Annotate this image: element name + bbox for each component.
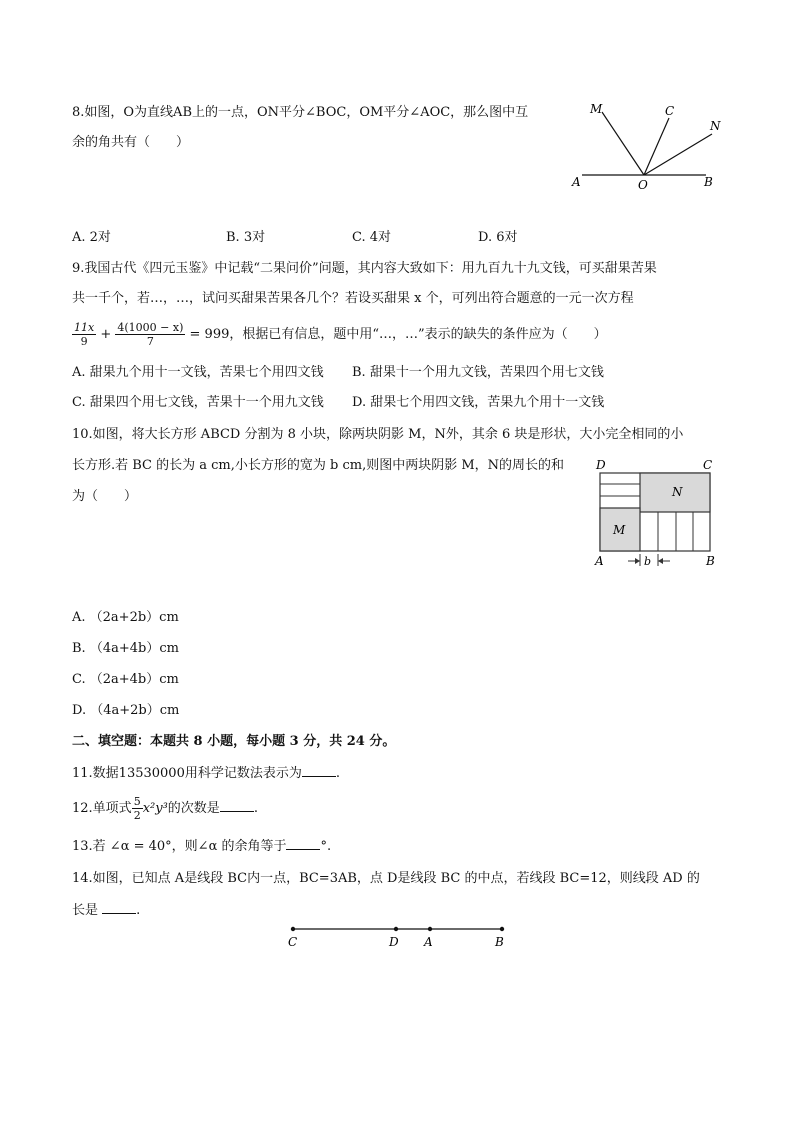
q8-ray-om: [602, 112, 644, 175]
section2-prefix: 二、填空题：: [72, 734, 151, 749]
q14-point-d: [394, 927, 398, 931]
q12-frac-num: 5: [133, 795, 141, 808]
q13-pre: 13.若 ∠α = 40°，则∠α 的余角等于: [72, 839, 287, 854]
q8-label-o: O: [638, 178, 648, 192]
q12-pre: 12.单项式: [72, 801, 132, 816]
q12-line: [72, 794, 258, 824]
q8-option-a: A. 2对: [72, 230, 111, 245]
q9-option-a: A. 甜果九个用十一文钱，苦果七个用四文钱: [72, 365, 324, 380]
q9-equation-line: [72, 320, 607, 350]
q10-label-b-point: B: [706, 554, 715, 568]
q8-ray-oc: [644, 118, 669, 175]
q10-label-d: D: [596, 458, 606, 472]
q9-fraction-1: [72, 321, 96, 348]
q13-answer-blank[interactable]: [286, 837, 320, 850]
q11-line: [72, 764, 340, 783]
q14-label-c: C: [288, 935, 298, 949]
q9-line2: 共一千个，若…，…，试问买甜果苦果各几个？若设买甜果 x 个，可列出符合题意的一元一次方程: [72, 291, 634, 306]
q9-frac2-den: 7: [146, 335, 154, 348]
q9-frac2-num: 4(1000 − x): [117, 321, 184, 334]
q8-line2: 余的角共有（ ）: [72, 135, 190, 150]
q10-arrowhead-left: [635, 558, 640, 564]
q9-rhs: = 999: [189, 327, 230, 342]
q14-end: .: [136, 903, 141, 918]
q11-text: 11.数据13530000用科学记数法表示为: [72, 766, 302, 781]
q9-line3-tail: ，根据已有信息，题中用“…，…”表示的缺失的条件应为（ ）: [229, 327, 607, 342]
q10-line3: 为（ ）: [72, 489, 138, 504]
q13-end: °.: [320, 839, 332, 854]
q10-option-a: A. （2a+2b）cm: [72, 610, 179, 625]
q9-plus: +: [100, 327, 112, 342]
q14-label-a: A: [424, 935, 433, 949]
q8-label-c: C: [665, 104, 675, 118]
q14-line1: 14.如图，已知点 A是线段 BC内一点，BC=3AB，点 D是线段 BC 的中点，若线段 BC=12，则线段 AD 的: [72, 871, 700, 886]
q12-post: 的次数是: [167, 801, 220, 816]
q10-option-b: B. （4a+4b）cm: [72, 641, 179, 656]
q10-label-a: A: [595, 554, 604, 568]
q8-label-b: B: [704, 175, 713, 189]
q9-fraction-2: [115, 321, 185, 348]
q10-rectangle-figure: [590, 456, 730, 572]
q8-label-n: N: [710, 119, 721, 133]
q13-line: [72, 837, 331, 856]
q8-angle-figure: [568, 98, 728, 194]
q8-label-a: A: [572, 175, 581, 189]
q14-point-a: [428, 927, 432, 931]
q10-arrowhead-right: [658, 558, 663, 564]
q9-option-d: D. 甜果七个用四文钱，苦果九个用十一文钱: [352, 395, 605, 410]
section2-text: 本题共 8 小题，每小题 3 分，共 24 分。: [150, 734, 396, 749]
q9-line1: 9.我国古代《四元玉鉴》中记载“二果问价”问题，其内容大致如下：用九百九十九文钱，可买甜果苦果: [72, 261, 657, 276]
q11-answer-blank[interactable]: [302, 764, 336, 777]
q14-label-b: B: [495, 935, 504, 949]
q14-label-d: D: [389, 935, 399, 949]
q14-line2-text: 长是: [72, 903, 99, 918]
q10-option-d: D. （4a+2b）cm: [72, 703, 180, 718]
q9-frac1-num: 11x: [74, 321, 95, 334]
q8-option-b: B. 3对: [226, 230, 266, 245]
q10-label-m: M: [613, 523, 626, 537]
q8-label-m: M: [590, 102, 603, 116]
q10-line1: 10.如图，将大长方形 ABCD 分割为 8 小块，除两块阴影 M，N外，其余 6 块是形状，大小完全相同的小: [72, 427, 684, 442]
q9-frac1-den: 9: [80, 335, 88, 348]
q10-label-b-width: b: [644, 555, 652, 568]
q12-answer-blank[interactable]: [220, 799, 254, 812]
q9-option-b: B. 甜果十一个用九文钱，苦果四个用七文钱: [352, 365, 604, 380]
q8-option-d: D. 6对: [478, 230, 518, 245]
q11-end: .: [335, 766, 340, 781]
q14-point-c: [291, 927, 295, 931]
q12-frac-den: 2: [133, 809, 141, 822]
q14-line2: [72, 901, 140, 920]
q8-option-c: C. 4对: [352, 230, 392, 245]
q12-fraction: [132, 795, 143, 822]
q9-option-c: C. 甜果四个用七文钱，苦果十一个用九文钱: [72, 395, 324, 410]
q10-label-c: C: [703, 458, 713, 472]
q14-point-b: [500, 927, 504, 931]
q8-line1: 8.如图，O为直线AB上的一点，ON平分∠BOC，OM平分∠AOC，那么图中互: [72, 105, 529, 120]
q10-line2: 长方形.若 BC 的长为 a cm,小长方形的宽为 b cm,则图中两块阴影 M，N的周长的和: [72, 458, 565, 473]
q10-option-c: C. （2a+4b）cm: [72, 672, 179, 687]
section2-heading: [72, 733, 395, 751]
q10-label-n: N: [672, 485, 683, 499]
q14-segment-figure: [280, 918, 520, 954]
q14-answer-blank[interactable]: [102, 901, 136, 914]
q12-end: .: [253, 801, 258, 816]
q8-ray-on: [644, 134, 712, 175]
q12-monomial: x²y³: [142, 801, 168, 816]
